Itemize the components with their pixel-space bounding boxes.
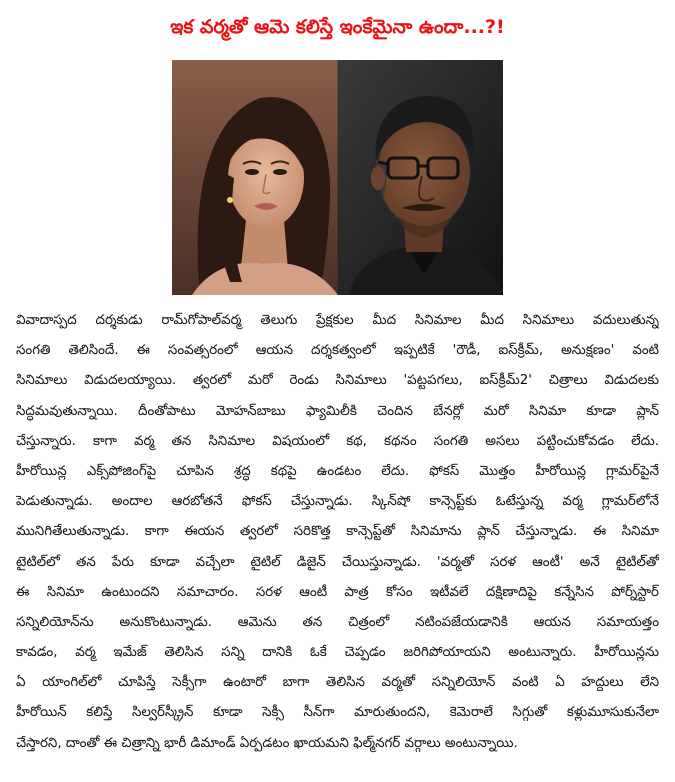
article-line: ఈ సినిమా ఉంటుందని సమాచారం. సరళ ఆంటీ పాత్ర కోసం ఇటీవలే దక్షిణాదిపై కన్నేసిన పోర్న్‌స్టార్ [16, 584, 659, 600]
woman-portrait [172, 60, 338, 295]
article-line: చేస్తారని, దాంతో ఈ చిత్రాన్ని భారీ డిమాండ్ ఏర్పడటం ఖాయమని ఫిల్మ్‌నగర్ వర్గాలు అంటున్నాయి. [16, 735, 518, 751]
article-line: పెడుతున్నాడు. అందాల ఆరబోతనే ఫోకస్ చేస్తున్నాడు. స్కిన్‌షో కాన్సెప్ట్‌కు ఓటేస్తున్న వర్మ గ్లామర్‌లోనే [16, 494, 659, 510]
article-line: సన్నిలియోన్‌ను అనుకొంటున్నాడు. ఆమెను తన చిత్రంలో నటింపజేయడానికి ఆయన సమాయత్తం [16, 614, 659, 630]
article-line: చేస్తున్నారు. కాగా వర్మ తన సినిమాల విషయంలో కథ, కథనం సంగతి అసలు పట్టించుకోవడం లేదు. [16, 433, 659, 449]
article-line: సంగతి తెలిసిందే. ఈ సంవత్సరంలో ఆయన దర్శకత్వంలో ఇప్పటికే 'రౌడీ, ఐస్‌క్రీమ్, అనుక్షణం' వంటి [16, 343, 659, 359]
article-line: ఏ యాంగిల్‌లో చూపిస్తే సెక్సీగా ఉంటారో బాగా తెలిసిన వర్మతో సన్నిలియోన్ వంటి ఏ హద్దులు లేని [16, 675, 659, 691]
article-line: హీరోయిన్ కలిస్తే సిల్వర్‌స్క్రీన్ కూడా సెక్సీ సీన్‌గా మారుతుందని, కెమెరాలే సిగ్గుతో కళ్లుమూసుకునేలా [16, 705, 659, 721]
article-body [16, 306, 659, 776]
article-line: సిద్ధమవుతున్నాయి. దీంతోపాటు మోహన్‌బాబు ఫ్యామిలీకి చెందిన బేనర్లో మరో సినిమా కూడా ప్లాన్ [16, 403, 659, 419]
man-portrait [338, 60, 503, 295]
article-line: కావడం, వర్మ ఇమేజ్ తెలిసిన సన్ని దానికి ఓకే చెప్పడం జరిగిపోయాయని అంటున్నారు. హీరోయిన్లను [16, 645, 659, 661]
article-line: సినిమాలు విడుదలయ్యాయి. త్వరలో మరో రెండు సినిమాలు 'పట్టపగలు, ఐస్‌క్రీమ్2' చిత్రాలు విడుదలకు [16, 373, 659, 389]
article-line: హీరోయిన్ల ఎక్స్‌పోజింగ్‌పై చూపిన శ్రద్ధ కథపై ఉండటం లేదు. ఫోకస్ మొత్తం హీరోయిన్ల గ్లామర్‌పైనే [16, 463, 659, 479]
article-line: వివాదాస్పద దర్శకుడు రామ్‌గోపాల్‌వర్మ తెలుగు ప్రేక్షకుల మీద సినిమాల మీద సినిమాలు వదులుతున్న [16, 313, 659, 328]
headline: ఇక వర్మతో ఆమె కలిస్తే ఇంకేమైనా ఉందా...?! [170, 16, 505, 38]
article-line: టైటిల్‌లో తన పేరు కూడా వచ్చేలా టైటిల్ డిజైన్ చేయిస్తున్నాడు. 'వర్మతో సరళ ఆంటీ' అనే టైటిల్‌తో [16, 554, 659, 570]
article-photo [172, 60, 503, 295]
article-line: మునిగితేలుతున్నాడు. కాగా ఈయన త్వరలో సరికొత్త కాన్సెప్ట్‌తో సినిమాను ప్లాన్ చేస్తున్నాడు. ఈ సినిమా [16, 524, 659, 540]
